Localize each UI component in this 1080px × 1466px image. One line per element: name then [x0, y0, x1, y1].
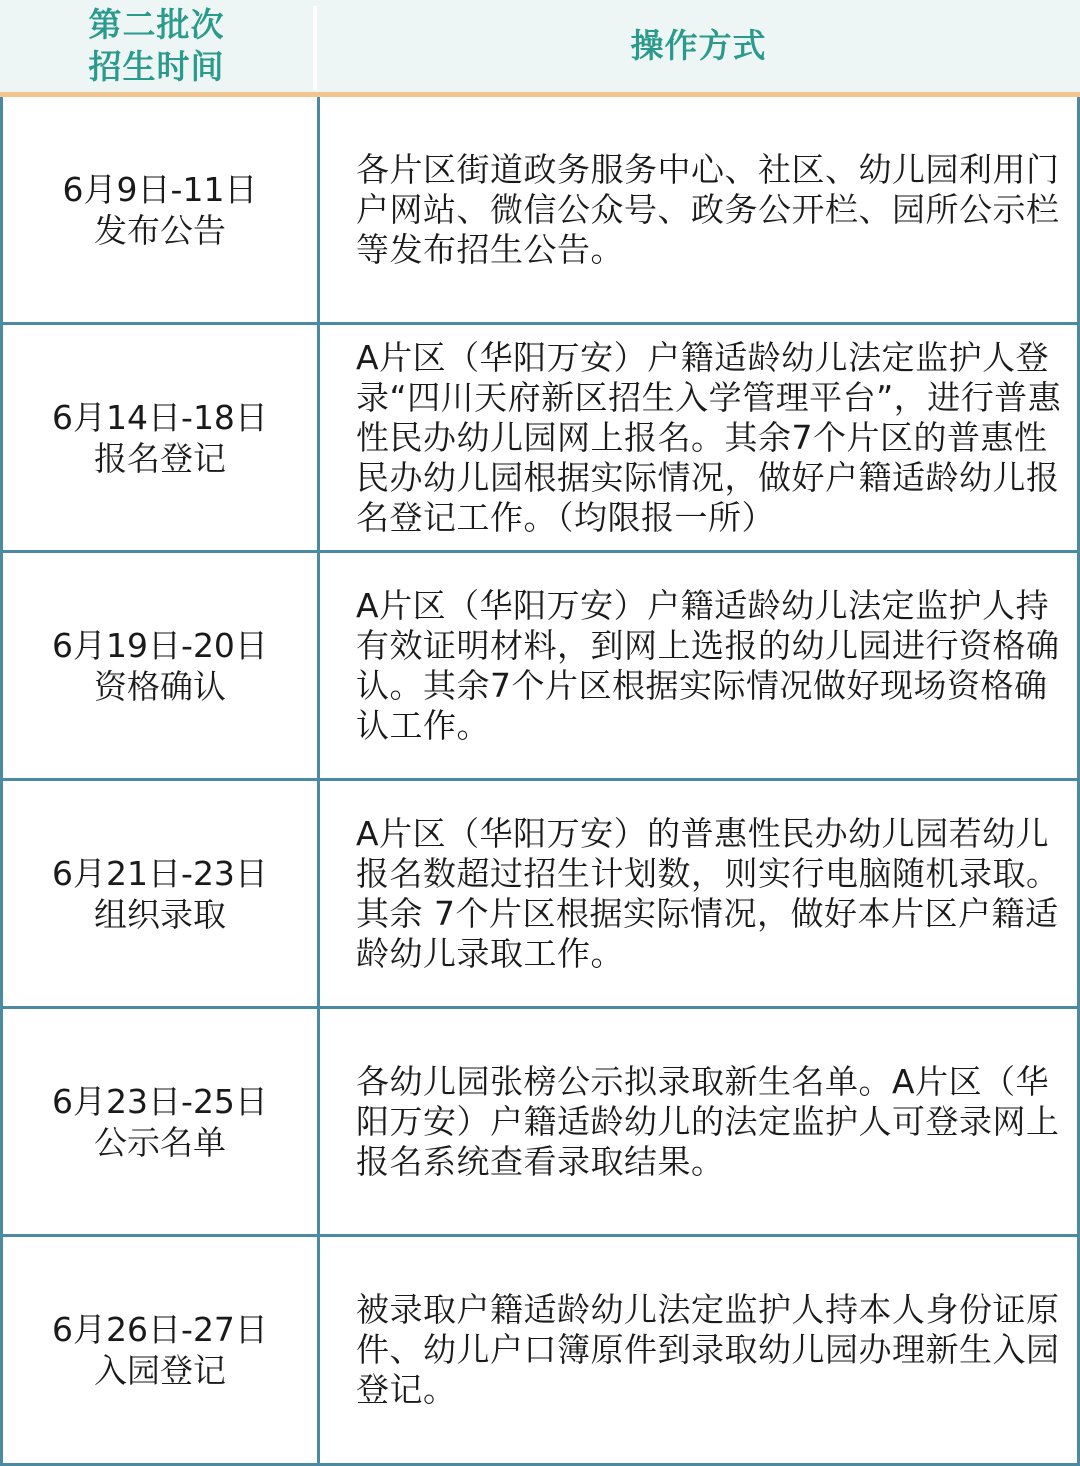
- row-stage: 报名登记: [94, 438, 226, 478]
- row-stage: 组织录取: [94, 894, 226, 934]
- table-row: [2, 1236, 1079, 1465]
- row-description: A片区（华阳万安）户籍适龄幼儿法定监护人登录“四川天府新区招生入学管理平台”，进行普惠性民办幼儿园网上报名。其余7个片区的普惠性民办幼儿园根据实际情况，做好户籍适龄幼儿报名登记工作。（均限报一所）: [319, 324, 1079, 552]
- time-cell: [2, 97, 319, 324]
- time-cell: [2, 1008, 319, 1236]
- schedule-table: [0, 97, 1080, 1466]
- row-date: 6月26日-27日: [52, 1310, 268, 1349]
- row-description: 各幼儿园张榜公示拟录取新生名单。A片区（华阳万安）户籍适龄幼儿的法定监护人可登录网上报名系统查看录取结果。: [319, 1008, 1079, 1236]
- table-row: [2, 552, 1079, 780]
- row-stage: 资格确认: [94, 666, 226, 706]
- row-date: 6月14日-18日: [52, 397, 268, 437]
- time-cell: [2, 780, 319, 1008]
- row-date: 6月9日-11日: [62, 169, 258, 209]
- table-row: [2, 1008, 1079, 1236]
- row-date: 6月21日-23日: [52, 853, 268, 893]
- table-row: [2, 324, 1079, 552]
- row-description: A片区（华阳万安）户籍适龄幼儿法定监护人持有效证明材料，到网上选报的幼儿园进行资格确认。其余7个片区根据实际情况做好现场资格确认工作。: [319, 552, 1079, 780]
- row-description: 各片区街道政务服务中心、社区、幼儿园利用门户网站、微信公众号、政务公开栏、园所公示栏等发布招生公告。: [319, 97, 1079, 324]
- time-cell: [2, 552, 319, 780]
- row-date: 6月23日-25日: [52, 1081, 268, 1121]
- row-stage: 公示名单: [94, 1122, 226, 1162]
- row-stage: 入园登记: [94, 1351, 226, 1390]
- time-cell: [2, 1236, 319, 1465]
- table-row: [2, 97, 1079, 324]
- time-cell: [2, 324, 319, 552]
- table-row: [2, 780, 1079, 1008]
- table-header: [0, 0, 1080, 92]
- header-operation-label: 操作方式: [630, 26, 767, 65]
- row-date: 6月19日-20日: [52, 625, 268, 665]
- row-description: A片区（华阳万安）的普惠性民办幼儿园若幼儿报名数超过招生计划数，则实行电脑随机录取。其余 7个片区根据实际情况，做好本片区户籍适龄幼儿录取工作。: [319, 780, 1079, 1008]
- row-description: 被录取户籍适龄幼儿法定监护人持本人身份证原件、幼儿户口簿原件到录取幼儿园办理新生入园登记。: [319, 1236, 1079, 1465]
- row-stage: 发布公告: [94, 210, 226, 250]
- header-time-label: 第二批次 招生时间: [88, 5, 225, 86]
